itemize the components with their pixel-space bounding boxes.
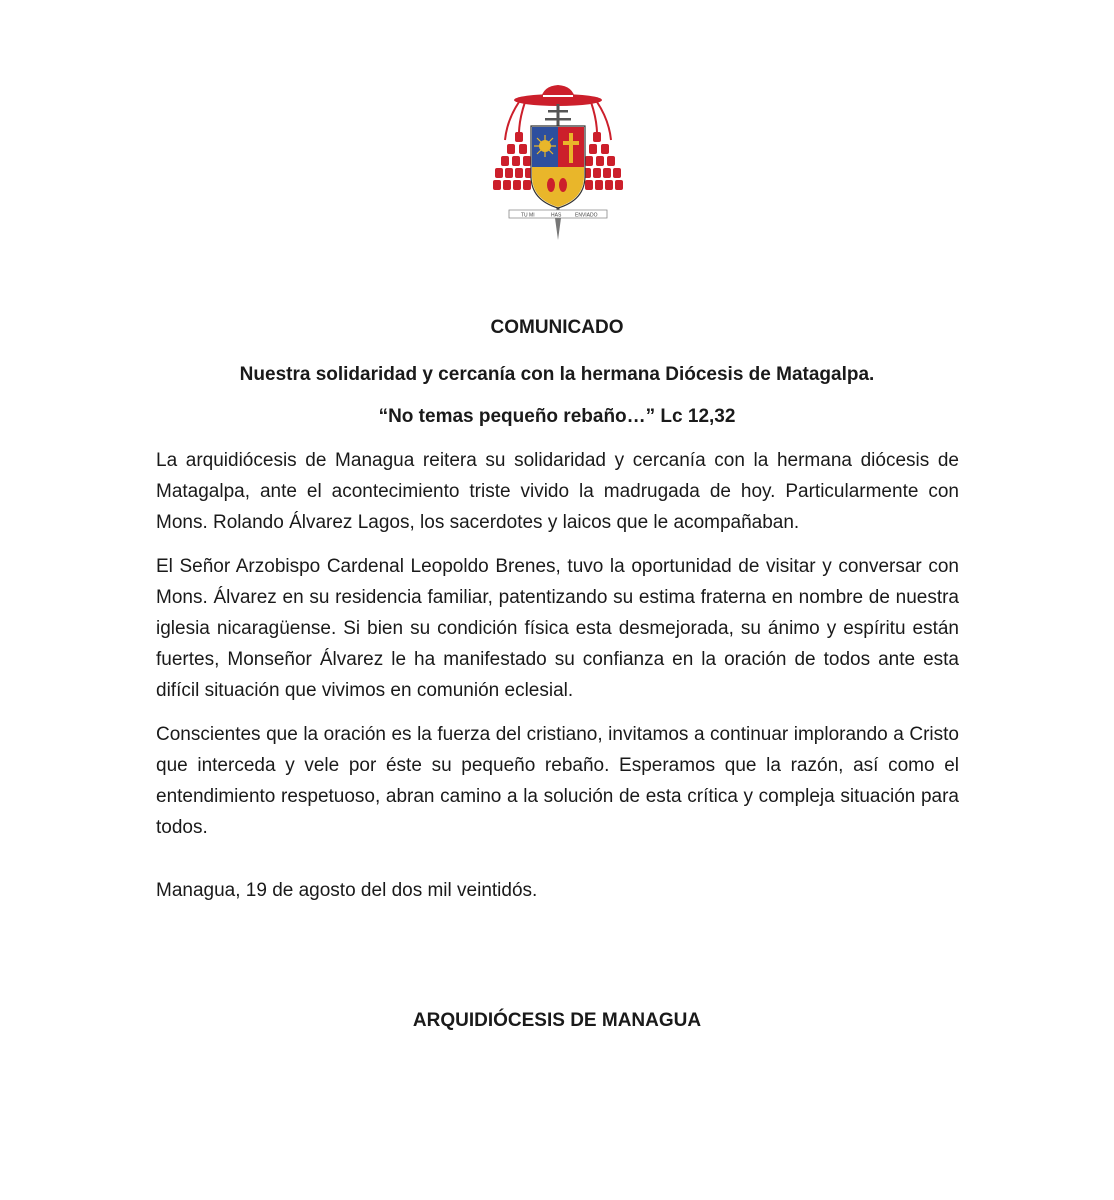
shield-icon	[531, 126, 585, 208]
motto-word-1: TU MI	[521, 212, 535, 219]
motto-ribbon	[509, 210, 607, 219]
signature: ARQUIDIÓCESIS DE MANAGUA	[412, 1010, 702, 1031]
body-paragraph-3: Conscientes que la oración es la fuerza del cristiano, invitamos a continuar implorando a Cristo que interceda y vele por éste su pequeño rebaño. Esperamos que la razón, así como el entendimiento respetuoso, abran camino a la solución de esta crítica y compleja situación para todos.	[156, 723, 959, 839]
document-title: COMUNICADO	[490, 317, 624, 338]
motto-word-2: HAS	[551, 212, 562, 219]
document-subtitle: Nuestra solidaridad y cercanía con la hermana Diócesis de Matagalpa.	[239, 364, 875, 385]
body-paragraph-2: El Señor Arzobispo Cardenal Leopoldo Brenes, tuvo la oportunidad de visitar y conversar con Mons. Álvarez en su residencia familiar, patentizando su estima fraterna en nombre de nuestra iglesia nicaragüense. Si bien su condición física esta desmejorada, su ánimo y espíritu están fuertes, Monseñor Álvarez le ha manifestado su confianza en la oración de todos ante esta difícil situación que vivimos en comunión eclesial.	[156, 555, 959, 702]
cross-foot-icon	[555, 218, 561, 240]
motto-word-3: ENVIADO	[575, 212, 598, 219]
document-body	[156, 445, 959, 855]
date-line: Managua, 19 de agosto del dos mil veintidós.	[156, 880, 538, 901]
cardinal-coat-of-arms-logo	[491, 80, 625, 242]
galero-hat-icon	[514, 85, 602, 106]
scripture-quote: “No temas pequeño rebaño…” Lc 12,32	[378, 406, 736, 427]
body-paragraph-1: La arquidiócesis de Managua reitera su solidaridad y cercanía con la hermana diócesis de Matagalpa, ante el acontecimiento triste vivido la madrugada de hoy. Particularmente con Mons. Rolando Álvarez Lagos, los sacerdotes y laicos que le acompañaban.	[156, 450, 959, 534]
